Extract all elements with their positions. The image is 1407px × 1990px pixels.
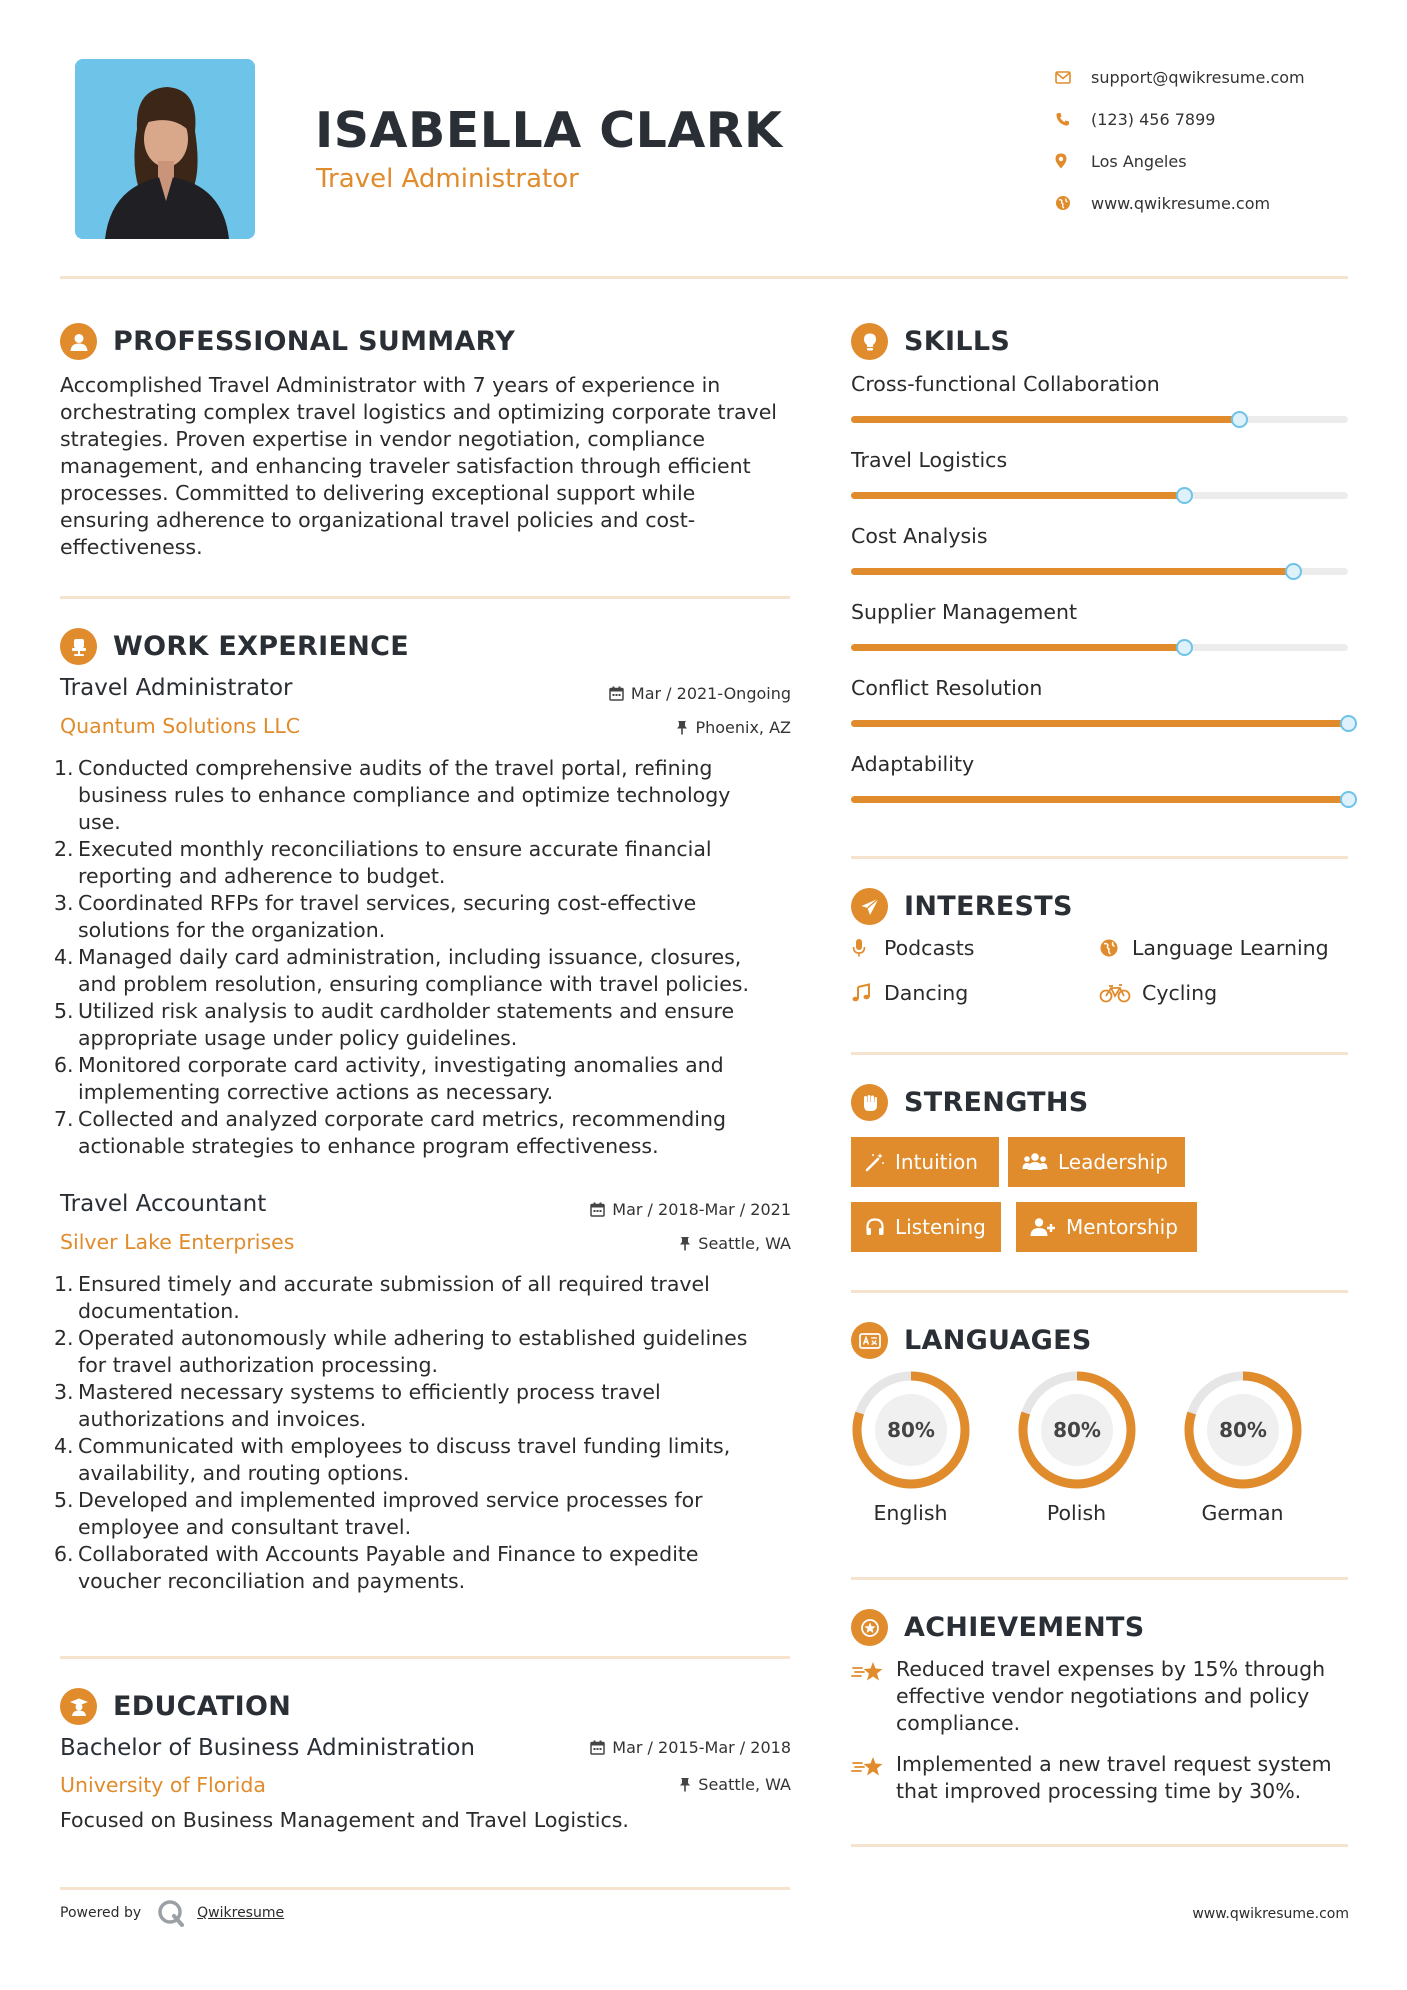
list-item: for travel authorization processing.	[78, 1353, 439, 1377]
section-divider	[851, 1844, 1348, 1847]
skill-bar-handle	[1176, 639, 1193, 656]
strength-label: Intuition	[895, 1150, 978, 1174]
contact-location-text: Los Angeles	[1091, 151, 1187, 171]
interest-item	[1099, 981, 1217, 1005]
achievement-item	[851, 1656, 1351, 1737]
contact-email-text: support@qwikresume.com	[1091, 67, 1305, 87]
language-percent: 80%	[1218, 1418, 1267, 1442]
skill-label: Supplier Management	[851, 600, 1078, 624]
section-divider	[60, 1656, 790, 1659]
globe-icon	[1099, 938, 1132, 958]
phone-icon	[1055, 112, 1091, 127]
skill-bar-handle	[1285, 563, 1302, 580]
star-badge-icon	[851, 1609, 888, 1646]
strength-label: Mentorship	[1066, 1215, 1178, 1239]
users-icon	[1022, 1152, 1048, 1172]
list-item: 5. Utilized risk analysis to audit cardholder statements and ensure	[54, 999, 735, 1023]
strength-badge	[1016, 1202, 1197, 1252]
globe-icon	[1055, 195, 1091, 211]
skill-label: Conflict Resolution	[851, 676, 1043, 700]
interest-item	[851, 936, 974, 960]
skill-bar-handle	[1340, 715, 1357, 732]
job-date	[609, 684, 791, 703]
language-ring	[1182, 1369, 1304, 1491]
list-item: 5. Developed and implemented improved service processes for	[54, 1488, 703, 1512]
skill-bar-fill	[851, 796, 1348, 803]
candidate-role: Travel Administrator	[316, 164, 579, 194]
footer-powered	[60, 1899, 284, 1927]
interests-heading	[851, 888, 1073, 925]
list-item: business rules to enhance compliance and optimize technology	[78, 783, 731, 807]
contact-website-text: www.qwikresume.com	[1091, 193, 1271, 213]
pushpin-icon	[679, 1236, 691, 1251]
section-divider	[60, 596, 790, 599]
language-name: German	[1201, 1501, 1284, 1525]
language-card-icon	[851, 1322, 888, 1359]
list-item: use.	[78, 810, 121, 834]
contact-phone[interactable]	[1055, 98, 1385, 140]
microphone-icon	[851, 938, 884, 958]
strengths-heading	[851, 1084, 1089, 1121]
education-description: Focused on Business Management and Travel Logistics.	[60, 1808, 629, 1832]
contact-list	[1055, 56, 1385, 224]
profile-photo	[75, 59, 255, 239]
list-item: employee and consultant travel.	[78, 1515, 412, 1539]
achievement-line: compliance.	[896, 1711, 1021, 1735]
fist-icon	[851, 1084, 888, 1121]
achievement-line: Implemented a new travel request system	[896, 1752, 1332, 1776]
achievement-text	[896, 1656, 1325, 1737]
language-item	[1014, 1369, 1139, 1525]
education-location-text: Seattle, WA	[698, 1775, 791, 1794]
qwikresume-link[interactable]: Qwikresume	[197, 1905, 285, 1921]
experience-heading	[60, 628, 409, 665]
skill-bar-fill	[851, 416, 1239, 423]
section-divider	[851, 1577, 1348, 1580]
list-item: 3. Coordinated RFPs for travel services, securing cost-effective	[54, 891, 697, 915]
list-item: 7. Collected and analyzed corporate card metrics, recommending	[54, 1107, 727, 1131]
skill-bar-handle	[1231, 411, 1248, 428]
job-company: Silver Lake Enterprises	[60, 1230, 295, 1254]
section-divider	[851, 856, 1348, 859]
job-location-text: Seattle, WA	[698, 1234, 791, 1253]
skill-bar	[851, 492, 1348, 499]
strength-badge	[1008, 1137, 1185, 1187]
user-plus-icon	[1030, 1217, 1056, 1237]
language-percent: 80%	[1052, 1418, 1101, 1442]
section-divider	[851, 1290, 1348, 1293]
summary-title: PROFESSIONAL SUMMARY	[113, 326, 516, 357]
list-item: appropriate usage under policy guidelines.	[78, 1026, 518, 1050]
skill-label: Cross-functional Collaboration	[851, 372, 1160, 396]
summary-line: effectiveness.	[60, 535, 203, 559]
achievements-title: ACHIEVEMENTS	[904, 1612, 1145, 1643]
summary-line: orchestrating complex travel logistics and optimizing corporate travel	[60, 400, 777, 424]
skill-bar	[851, 416, 1348, 423]
interest-label: Dancing	[884, 981, 969, 1005]
education-heading	[60, 1688, 291, 1725]
summary-line: processes. Committed to delivering exceptional support while	[60, 481, 696, 505]
language-name: Polish	[1046, 1501, 1107, 1525]
lightbulb-icon	[851, 323, 888, 360]
headphones-icon	[865, 1217, 885, 1237]
skill-label: Travel Logistics	[851, 448, 1008, 472]
pushpin-icon	[676, 720, 688, 735]
summary-line: ensuring adherence to organizational travel policies and cost-	[60, 508, 696, 532]
language-item	[1180, 1369, 1305, 1525]
skill-bar	[851, 796, 1348, 803]
language-item	[848, 1369, 973, 1525]
summary-text	[60, 372, 800, 561]
job-location	[676, 718, 791, 737]
chair-icon	[60, 628, 97, 665]
interest-item	[1099, 936, 1329, 960]
achievement-line: Reduced travel expenses by 15% through	[896, 1657, 1326, 1681]
skill-bar-fill	[851, 644, 1184, 651]
list-item: actionable strategies to enhance program effectiveness.	[78, 1134, 659, 1158]
skill-bar-handle	[1340, 791, 1357, 808]
language-percent: 80%	[886, 1418, 935, 1442]
list-item: 6. Monitored corporate card activity, investigating anomalies and	[54, 1053, 724, 1077]
footer-divider	[60, 1887, 790, 1890]
list-item: voucher reconciliation and payments.	[78, 1569, 466, 1593]
skill-label: Cost Analysis	[851, 524, 988, 548]
job-date	[590, 1200, 791, 1219]
music-note-icon	[851, 983, 884, 1003]
achievement-text	[896, 1751, 1332, 1805]
map-pin-icon	[1055, 153, 1091, 169]
list-item: availability, and routing options.	[78, 1461, 410, 1485]
list-item: documentation.	[78, 1299, 240, 1323]
achievement-item	[851, 1751, 1351, 1805]
strengths-title: STRENGTHS	[904, 1087, 1089, 1118]
skill-bar-fill	[851, 568, 1293, 575]
achievement-line: that improved processing time by 30%.	[896, 1779, 1302, 1803]
graduate-icon	[60, 1688, 97, 1725]
skill-bar	[851, 644, 1348, 651]
list-item: 6. Collaborated with Accounts Payable and Finance to expedite	[54, 1542, 699, 1566]
contact-email[interactable]	[1055, 56, 1385, 98]
envelope-icon	[1055, 71, 1091, 84]
achievement-line: effective vendor negotiations and policy	[896, 1684, 1310, 1708]
list-item: reporting and adherence to budget.	[78, 864, 446, 888]
strength-badge	[851, 1202, 1001, 1252]
calendar-icon	[590, 1740, 605, 1755]
job-date-text: Mar / 2018-Mar / 2021	[612, 1200, 791, 1219]
contact-website[interactable]	[1055, 182, 1385, 224]
language-name: English	[873, 1501, 948, 1525]
contact-location	[1055, 140, 1385, 182]
job-title: Travel Administrator	[60, 675, 293, 701]
job-bullets	[54, 755, 794, 1160]
bicycle-icon	[1099, 983, 1142, 1003]
interest-label: Podcasts	[884, 936, 975, 960]
skill-bar	[851, 720, 1348, 727]
magic-wand-icon	[865, 1152, 885, 1172]
job-company: Quantum Solutions LLC	[60, 714, 301, 738]
list-item: solutions for the organization.	[78, 918, 386, 942]
skills-heading	[851, 323, 1010, 360]
shooting-star-icon	[851, 1751, 896, 1805]
qwikresume-logo-icon	[157, 1899, 185, 1927]
achievements-heading	[851, 1609, 1145, 1646]
list-item: 1. Conducted comprehensive audits of the travel portal, refining	[54, 756, 713, 780]
section-divider	[851, 1052, 1348, 1055]
candidate-name: ISABELLA CLARK	[315, 102, 783, 159]
education-location	[679, 1775, 791, 1794]
interests-title: INTERESTS	[904, 891, 1073, 922]
job-location-text: Phoenix, AZ	[695, 718, 791, 737]
languages-heading	[851, 1322, 1092, 1359]
footer-website[interactable]: www.qwikresume.com	[1192, 1906, 1349, 1922]
list-item: authorizations and invoices.	[78, 1407, 367, 1431]
powered-by-text: Powered by	[60, 1905, 142, 1921]
list-item: 2. Operated autonomously while adhering to established guidelines	[54, 1326, 748, 1350]
user-icon	[60, 323, 97, 360]
paper-plane-icon	[851, 888, 888, 925]
summary-line: management, and enhancing traveler satisfaction through efficient	[60, 454, 751, 478]
shooting-star-icon	[851, 1656, 896, 1737]
list-item: and problem resolution, ensuring compliance with travel policies.	[78, 972, 750, 996]
degree-title: Bachelor of Business Administration	[60, 1735, 475, 1761]
header-divider	[60, 276, 1348, 279]
experience-title: WORK EXPERIENCE	[113, 631, 409, 662]
list-item: implementing corrective actions as necessary.	[78, 1080, 554, 1104]
list-item: 2. Executed monthly reconciliations to ensure accurate financial	[54, 837, 712, 861]
list-item: 1. Ensured timely and accurate submission of all required travel	[54, 1272, 710, 1296]
skill-bar-fill	[851, 492, 1184, 499]
education-date	[590, 1738, 791, 1757]
summary-line: strategies. Proven expertise in vendor negotiation, compliance	[60, 427, 705, 451]
language-ring	[850, 1369, 972, 1491]
job-location	[679, 1234, 791, 1253]
interest-label: Language Learning	[1132, 936, 1329, 960]
calendar-icon	[590, 1202, 605, 1217]
list-item: 3. Mastered necessary systems to efficiently process travel	[54, 1380, 661, 1404]
language-ring	[1016, 1369, 1138, 1491]
education-title: EDUCATION	[113, 1691, 292, 1722]
calendar-icon	[609, 686, 624, 701]
school-name: University of Florida	[60, 1773, 266, 1797]
summary-heading	[60, 323, 515, 360]
languages-title: LANGUAGES	[904, 1325, 1092, 1356]
interest-item	[851, 981, 968, 1005]
summary-line: Accomplished Travel Administrator with 7 years of experience in	[60, 373, 721, 397]
skills-title: SKILLS	[904, 326, 1011, 357]
skill-label: Adaptability	[851, 752, 975, 776]
interest-label: Cycling	[1142, 981, 1218, 1005]
skill-bar-handle	[1176, 487, 1193, 504]
strength-badge	[851, 1137, 999, 1187]
job-bullets	[54, 1271, 794, 1595]
education-date-text: Mar / 2015-Mar / 2018	[612, 1738, 791, 1757]
pushpin-icon	[679, 1777, 691, 1792]
job-title: Travel Accountant	[60, 1191, 267, 1217]
list-item: 4. Communicated with employees to discuss travel funding limits,	[54, 1434, 731, 1458]
skill-bar	[851, 568, 1348, 575]
list-item: 4. Managed daily card administration, including issuance, closures,	[54, 945, 742, 969]
contact-phone-text: (123) 456 7899	[1091, 109, 1216, 129]
skill-bar-fill	[851, 720, 1348, 727]
job-date-text: Mar / 2021-Ongoing	[630, 684, 791, 703]
strength-label: Leadership	[1058, 1150, 1168, 1174]
strength-label: Listening	[895, 1215, 986, 1239]
